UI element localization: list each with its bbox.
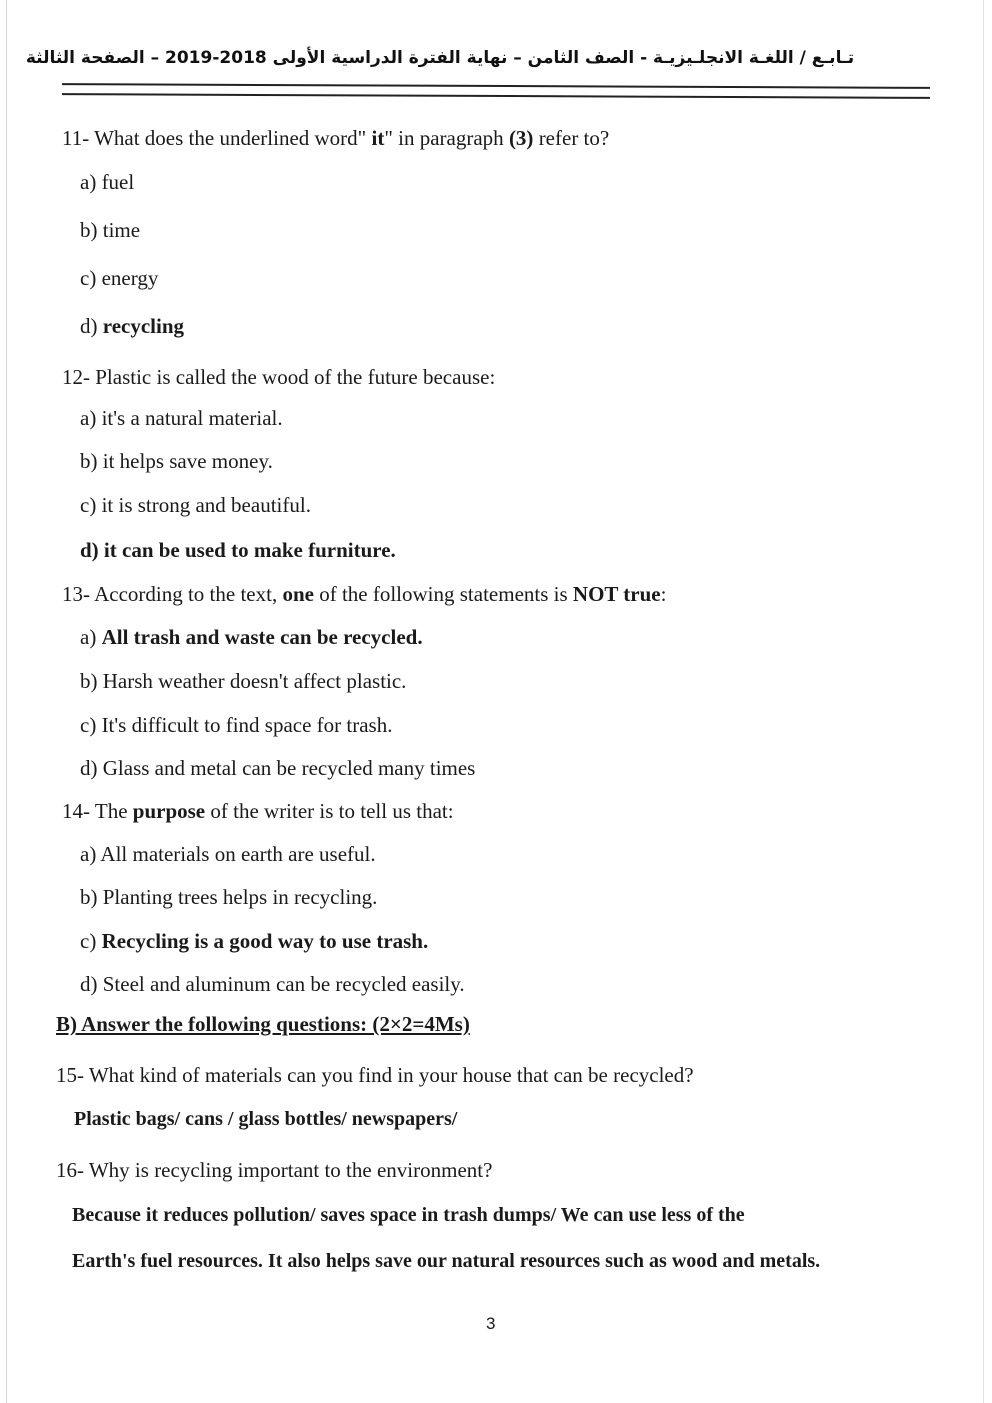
correct-answer: Recycling is a good way to use trash.	[101, 929, 429, 953]
question-bold: (3)	[508, 126, 534, 150]
page-header-title: تـابـع / اللغـة الانجلـيزيـة - الصف الثامن – نهاية الفترة الدراسية الأولى 2018-2019 – الصفحة الثالثة	[25, 48, 855, 68]
question-text: :	[660, 582, 667, 606]
option-12-b: b) it helps save money.	[80, 449, 273, 473]
question-bold: purpose	[132, 799, 206, 823]
option-13-b: b) Harsh weather doesn't affect plastic.	[80, 669, 407, 693]
option-14-b: b) Planting trees helps in recycling.	[80, 885, 378, 909]
question-13	[62, 581, 666, 607]
question-text: of the following statements is	[313, 582, 573, 606]
answer-16-line-2: Earth's fuel resources. It also helps save our natural resources such as wood and metals.	[72, 1250, 821, 1272]
correct-answer: recycling	[102, 314, 185, 338]
question-text: 11- What does the underlined word"	[62, 126, 372, 150]
option-14-c	[80, 928, 428, 954]
page-edge	[6, 0, 7, 1403]
option-14-a: a) All materials on earth are useful.	[80, 842, 376, 866]
option-11-b: b) time	[80, 218, 141, 242]
option-11-d	[80, 313, 184, 339]
answer-16-line-1: Because it reduces pollution/ saves space in trash dumps/ We can use less of the	[72, 1204, 745, 1226]
option-12-d-correct: d) it can be used to make furniture.	[80, 538, 396, 562]
page-number: 3	[486, 1314, 496, 1333]
answer-15: Plastic bags/ cans / glass bottles/ newspapers/	[74, 1108, 458, 1130]
option-label: d)	[80, 314, 103, 338]
question-bold: one	[282, 582, 314, 606]
option-13-c: c) It's difficult to find space for trash.	[80, 713, 393, 737]
section-b-heading: B) Answer the following questions: (2×2=4Ms)	[56, 1012, 470, 1036]
page-edge	[983, 0, 984, 1403]
option-14-d: d) Steel and aluminum can be recycled easily.	[80, 972, 465, 996]
question-text: refer to?	[533, 126, 610, 150]
question-text: " in paragraph	[384, 126, 509, 150]
question-text: 14- The	[62, 799, 133, 823]
question-12: 12- Plastic is called the wood of the future because:	[62, 365, 496, 389]
question-14	[62, 798, 454, 824]
question-bold: it	[371, 126, 385, 150]
question-15: 15- What kind of materials can you find in your house that can be recycled?	[56, 1063, 694, 1087]
correct-answer: All trash and waste can be recycled.	[101, 625, 423, 649]
question-text: of the writer is to tell us that:	[205, 799, 454, 823]
option-label: a)	[80, 625, 102, 649]
option-12-a: a) it's a natural material.	[80, 406, 283, 430]
header-double-rule	[62, 83, 930, 99]
option-13-a	[80, 624, 423, 650]
option-label: c)	[80, 929, 102, 953]
question-11	[62, 125, 609, 151]
option-11-c: c) energy	[80, 266, 159, 290]
question-16: 16- Why is recycling important to the environment?	[56, 1158, 493, 1182]
option-11-a: a) fuel	[80, 170, 135, 194]
question-bold: NOT true	[572, 582, 661, 606]
option-12-c: c) it is strong and beautiful.	[80, 493, 311, 517]
question-text: 13- According to the text,	[62, 582, 283, 606]
option-13-d: d) Glass and metal can be recycled many times	[80, 756, 476, 780]
